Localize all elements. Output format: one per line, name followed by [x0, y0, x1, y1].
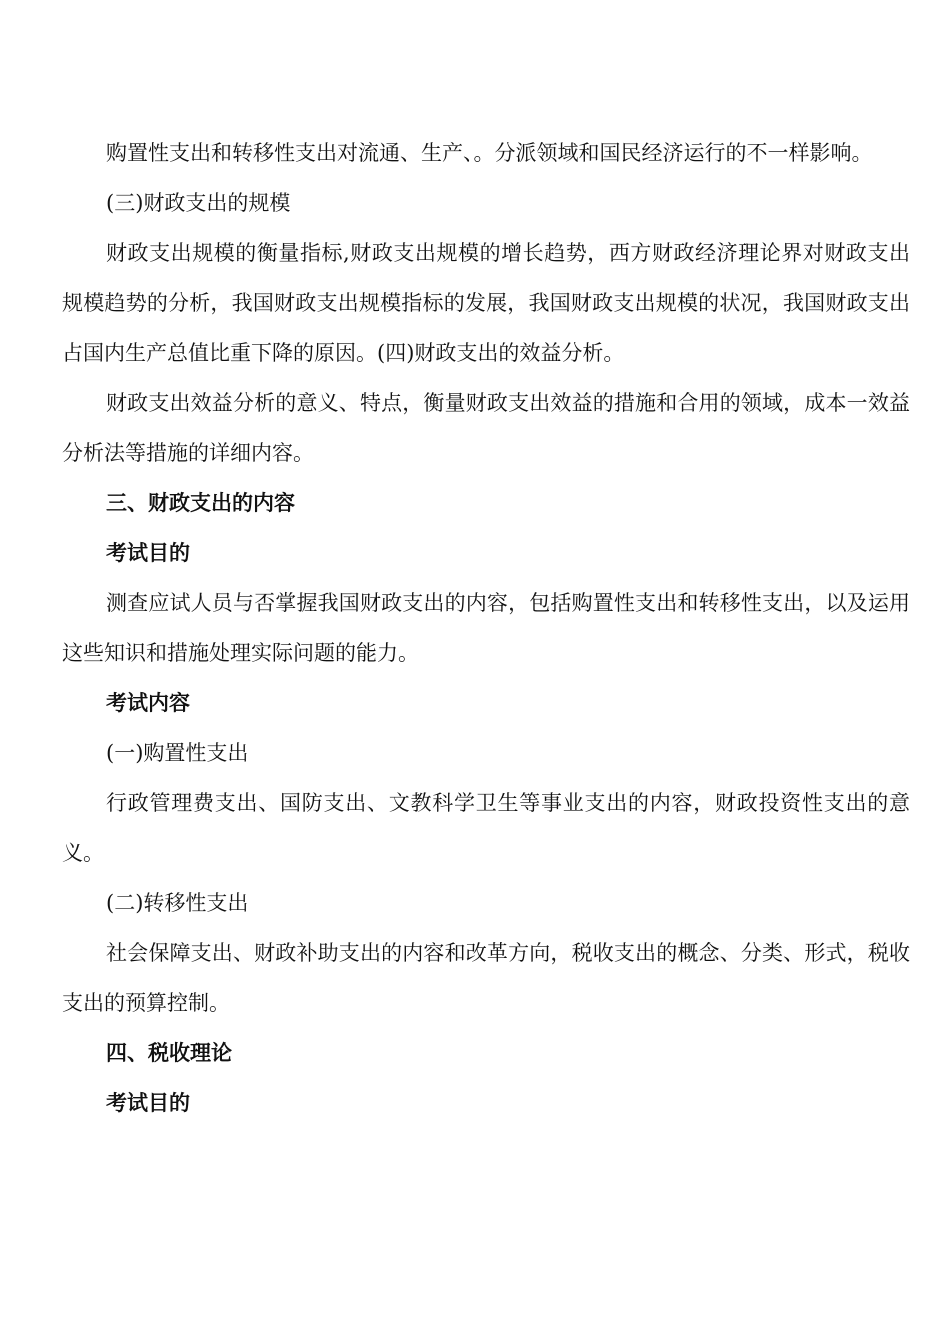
- subheading-expenditure-scale: (三)财政支出的规模: [106, 191, 291, 215]
- paragraph-benefit-analysis: 财政支出效益分析的意义、特点，衡量财政支出效益的措施和合用的领域，成本一效益分析法等措施的详细内容。: [62, 391, 910, 465]
- paragraph-expenditure-scale: 财政支出规模的衡量指标,财政支出规模的增长趋势，西方财政经济理论界对财政支出规模趋势的分析，我国财政支出规模指标的发展，我国财政支出规模的状况，我国财政支出占国内生产总值比重下降的原因。(四)财政支出的效益分析。: [62, 241, 910, 365]
- section-heading-expenditure-content: 三、财政支出的内容: [106, 490, 295, 515]
- heading-exam-purpose-2: 考试目的: [106, 1090, 190, 1115]
- section-heading-tax-theory: 四、税收理论: [106, 1040, 232, 1065]
- subheading-transfer-expenditure: (二)转移性支出: [106, 891, 249, 915]
- subheading-purchase-expenditure: (一)购置性支出: [106, 741, 249, 765]
- paragraph-purchase-expenditure: 行政管理费支出、国防支出、文教科学卫生等事业支出的内容，财政投资性支出的意义。: [62, 791, 910, 865]
- document-body: [62, 128, 910, 1128]
- heading-exam-purpose: 考试目的: [106, 540, 190, 565]
- paragraph-transfer-expenditure: 社会保障支出、财政补助支出的内容和改革方向，税收支出的概念、分类、形式，税收支出的预算控制。: [62, 941, 910, 1015]
- heading-exam-content: 考试内容: [106, 690, 190, 715]
- paragraph-purchase-transfer-impact: 购置性支出和转移性支出对流通、生产、。分派领域和国民经济运行的不一样影响。: [106, 141, 873, 165]
- paragraph-exam-purpose: 测查应试人员与否掌握我国财政支出的内容，包括购置性支出和转移性支出，以及运用这些知识和措施处理实际问题的能力。: [62, 591, 910, 665]
